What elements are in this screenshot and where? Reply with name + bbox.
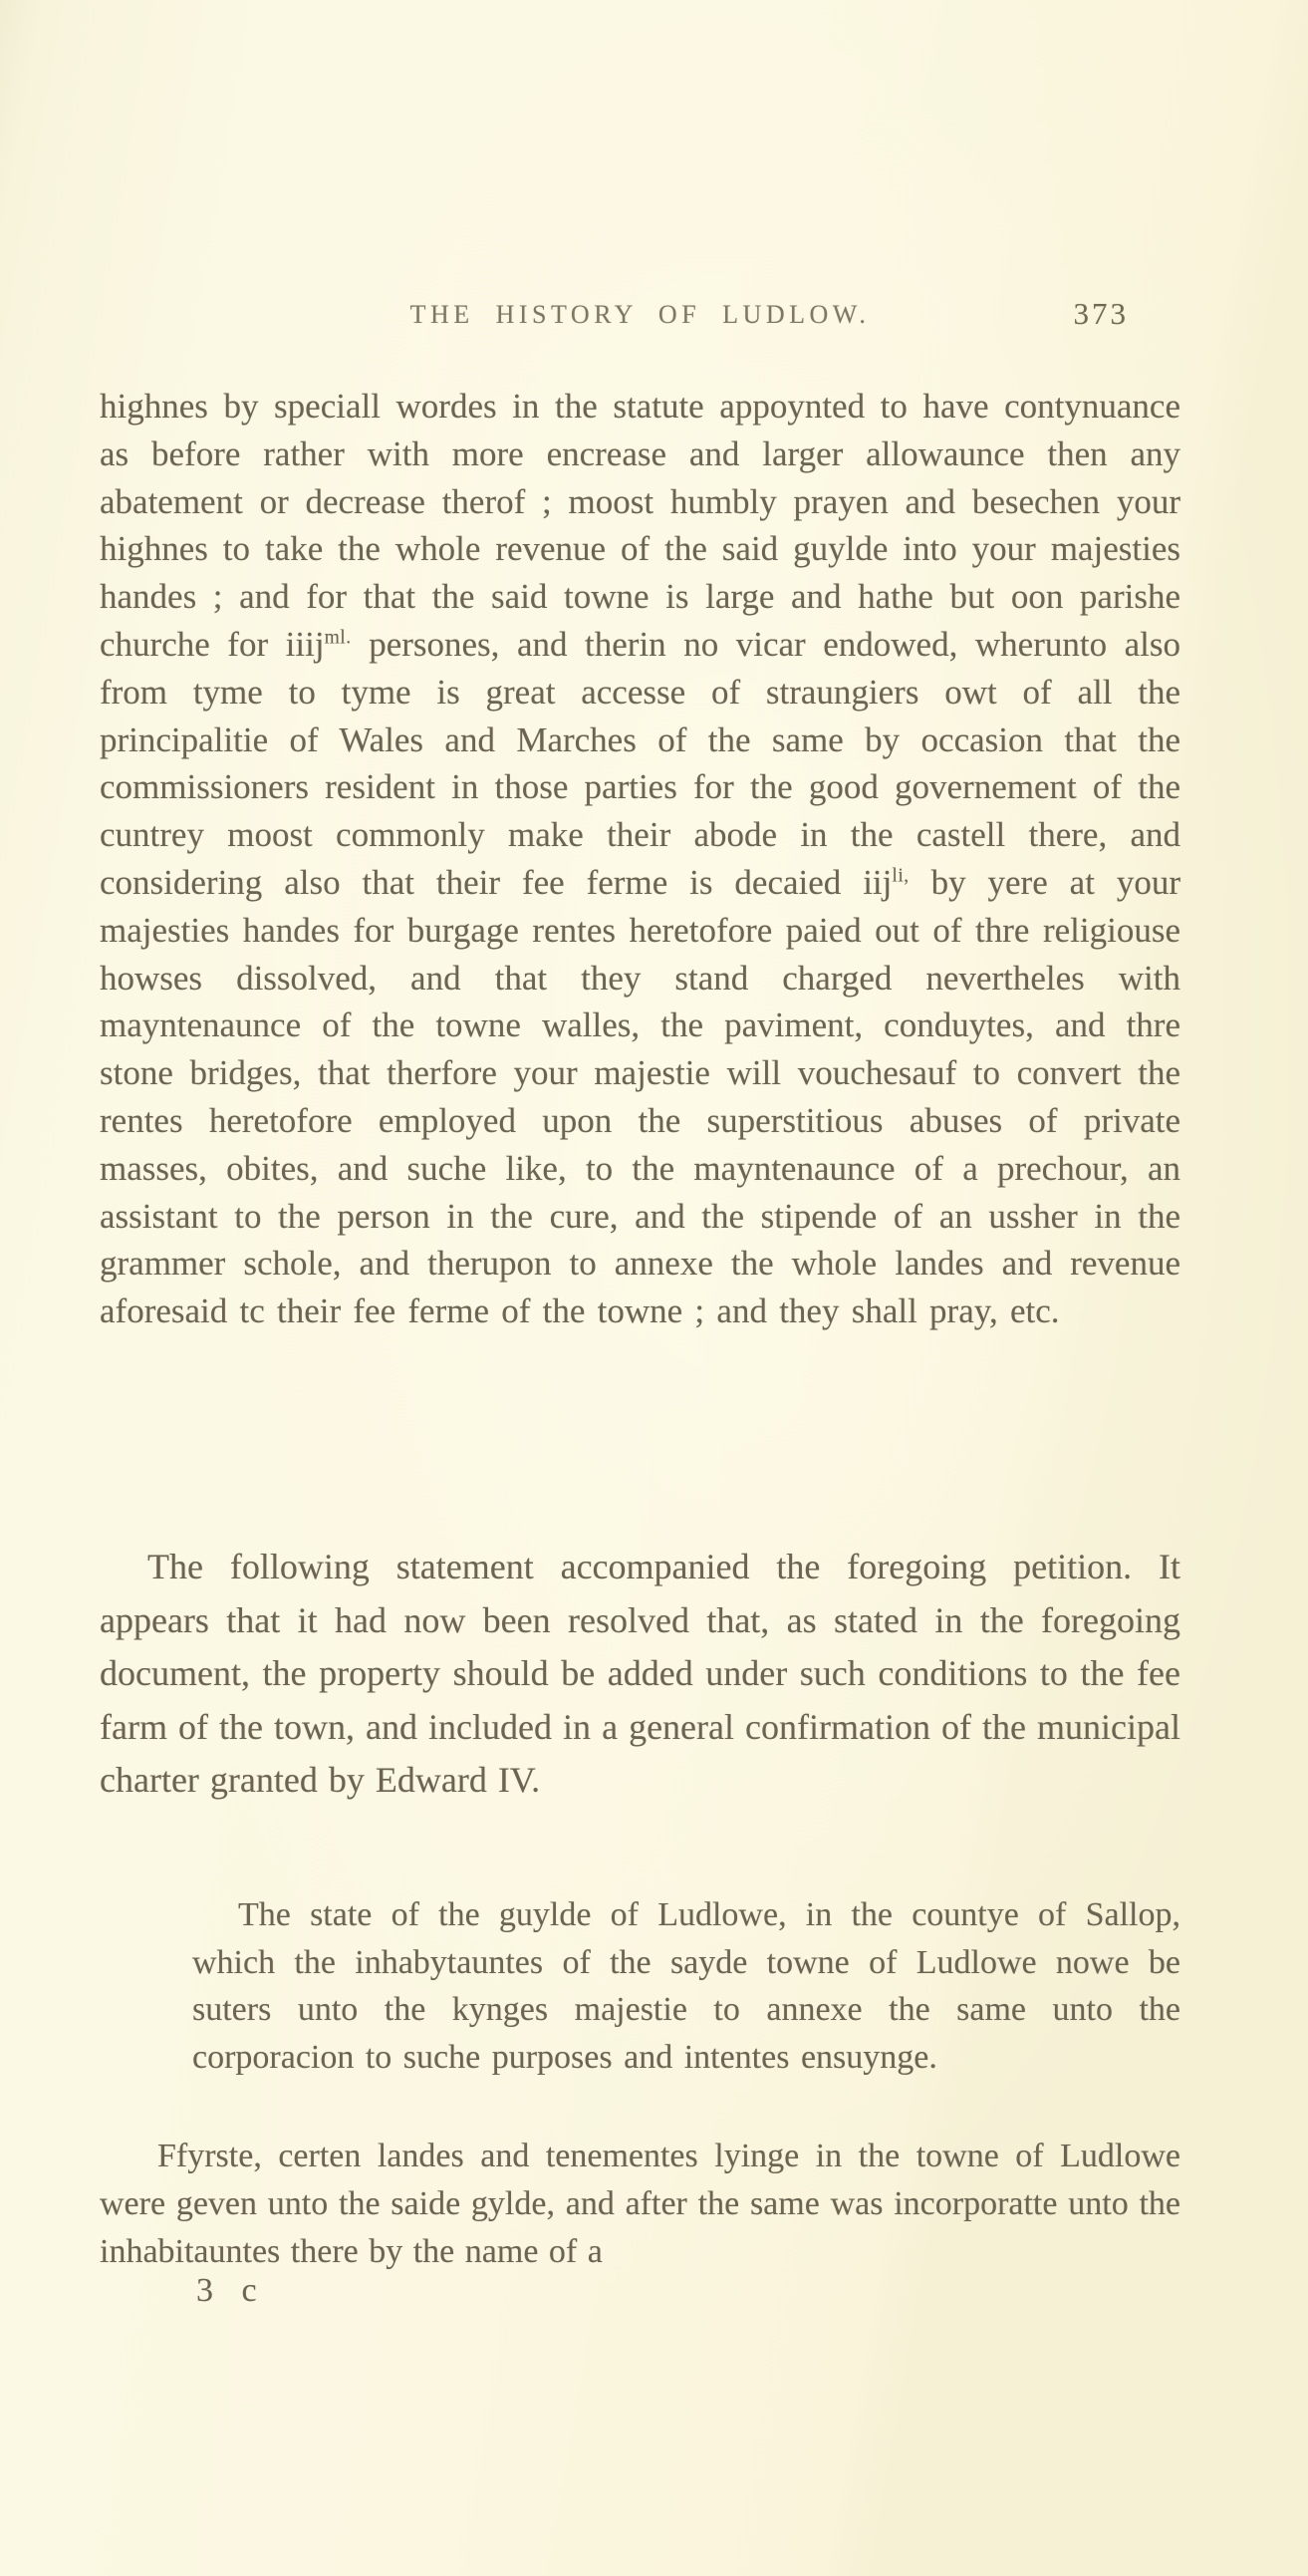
printer-signature-mark: 3 c [196,2272,259,2309]
commentary-paragraph: The following statement accompanied the foregoing petition. It appears that it had now been resolved that, as stated in the foregoing document, the property should be added under such conditions to the fee farm of the town, and included in a general confirmation of the municipal charter granted by Edward IV. [100,1547,1180,1800]
quoted-statement-paragraph: The state of the guylde of Ludlowe, in the countye of Sallop, which the inhabytauntes of the sayde towne of Ludlowe nowe be suters unto the kynges majestie to annexe the same unto the corporacion to suche purposes and intentes ensuynge. [192,1896,1180,2076]
running-header [100,296,1180,340]
petition-text-segment-1: highnes by speciall wordes in the statute appoynted to have contynuance as before rather with more encrease and larger allowaunce then any abatement or decrease therof ; moost humbly prayen and besechen your highnes to take the whole revenue of the said guylde into your majesties handes ; and for that the said towne is large and hathe but oon parishe churche for iiij [100,387,1180,664]
running-title: THE HISTORY OF LUDLOW. [409,300,871,329]
petition-text-segment-3: by yere at your majesties handes for burgage rentes heretofore paied out of thre religiouse howses dissolved, and that they stand charged nevertheles with mayntenaunce of the towne walles, the paviment, conduytes, and thre stone bridges, that therfore your majestie will vouchesauf to convert the rentes heretofore employed upon the superstitious abuses of private masses, obites, and suche like, to the mayntenaunce of a prechour, an assistant to the person in the cure, and the stipende of an ussher in the grammer schole, and therupon to annexe the whole landes and revenue aforesaid tc their fee ferme of the towne ; and they shall pray, etc. [100,862,1180,1331]
superscript-ml: ml. [324,627,352,649]
petition-paragraph [100,383,1180,1335]
petition-text-segment-2: persones, and therin no vicar endowed, wherunto also from tyme to tyme is great accesse of straungiers owt of all the principalitie of Wales and Marches of the same by occasion that the commissioners resident in those parties for the good governement of the cuntrey moost commonly make their abode in the castell there, and considering also that their fee ferme is decaied iij [100,624,1180,902]
superscript-li: li, [892,865,910,887]
ffyrste-paragraph: Ffyrste, certen landes and tenementes lyinge in the towne of Ludlowe were geven unto the saide gylde, and after the same was incorporatte unto the inhabitauntes there by the name of a [100,2138,1180,2270]
page-number: 373 [1073,296,1129,331]
